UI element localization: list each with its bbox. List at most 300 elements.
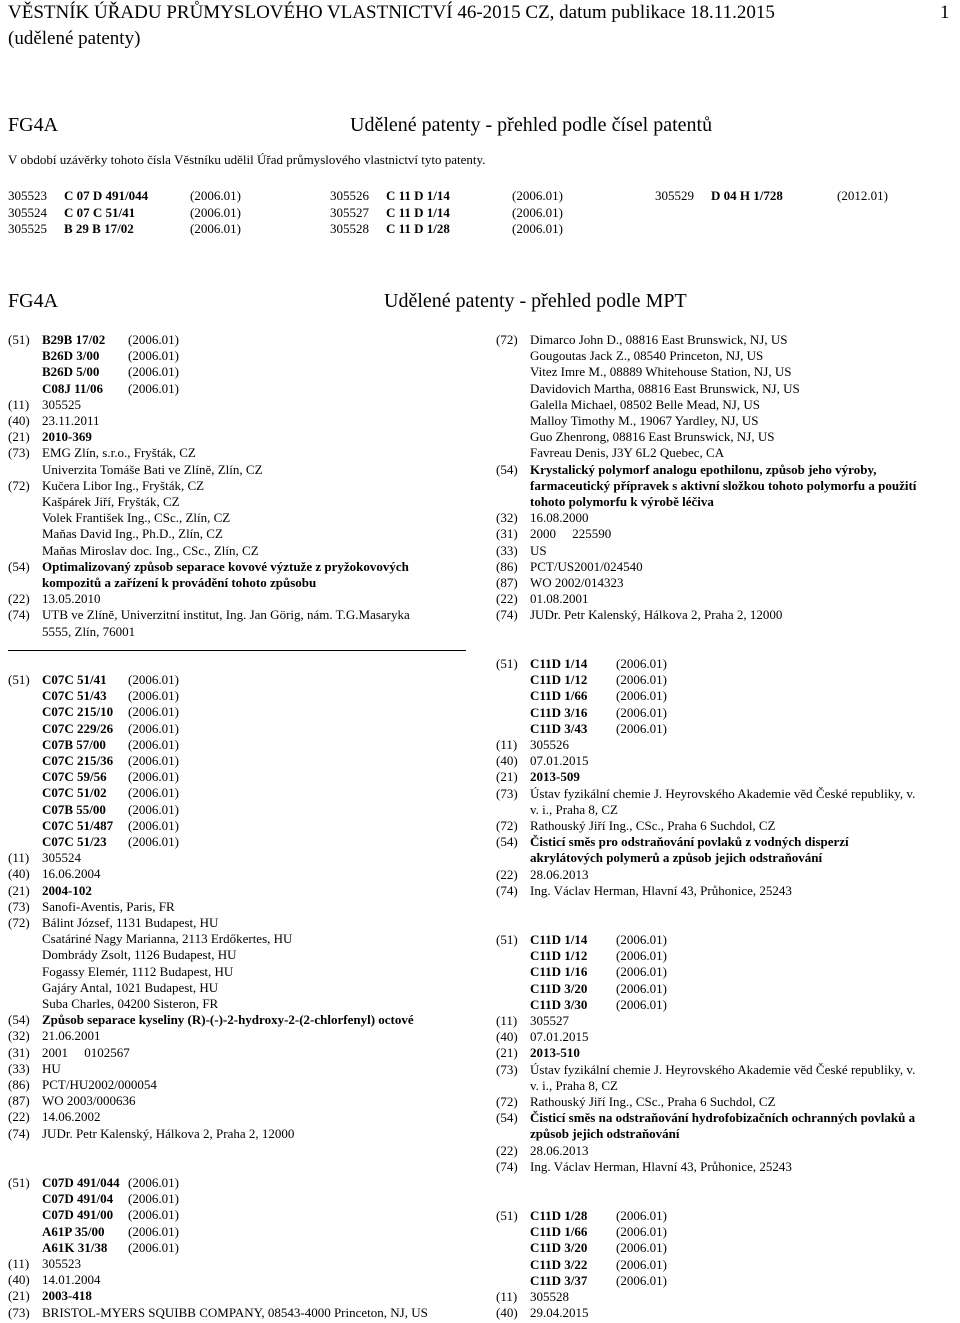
classification-version: (2006.01) [616,1240,667,1256]
section1-code: FG4A [8,114,59,136]
classification-version: (2006.01) [128,1239,179,1255]
field-row [496,607,956,623]
field-code: (31) [496,526,518,542]
field-code: (51) [496,656,518,671]
field-value: 305527 [530,1013,569,1029]
field-row [8,996,468,1012]
classification-version: (2006.01) [128,769,179,785]
field-code: (51) [8,1175,30,1190]
field-row [8,591,468,607]
summary-version: (2006.01) [190,188,241,203]
classification-row [8,769,468,785]
field-value: US [530,542,547,558]
field-value: JUDr. Petr Kalenský, Hálkova 2, Praha 2, 12000 [530,607,783,623]
classification-row [8,834,468,850]
field-value: Ing. Václav Herman, Hlavní 43, Průhonice, 25243 [530,882,792,898]
field-value: tohoto polymorfu k výrobě léčiva [530,494,714,510]
classification-row [8,332,468,348]
field-value: 28.06.2013 [530,866,589,882]
classification-row [496,656,956,672]
classification-row [8,1240,468,1256]
field-code: (54) [496,834,518,850]
classification-version: (2006.01) [616,704,667,720]
field-row [8,947,468,963]
classification-code: C11D 3/20 [530,1240,588,1256]
classification-row [496,1208,956,1224]
field-code: (22) [8,591,30,607]
field-row [8,1256,468,1272]
classification-version: (2006.01) [616,1272,667,1288]
classification-version: (2006.01) [128,688,179,704]
field-value: Sanofi-Aventis, Paris, FR [42,898,175,914]
patent-record [496,1208,956,1321]
classification-row [496,1224,956,1240]
field-code: (73) [496,785,518,801]
field-row [8,413,468,429]
classification-version: (2006.01) [616,1208,667,1223]
field-code: (40) [496,1029,518,1045]
field-value: PCT/HU2002/000054 [42,1077,157,1093]
field-row [496,818,956,834]
field-row [8,494,468,510]
field-value: 2000 225590 [530,526,612,542]
classification-row [8,364,468,380]
field-row [496,1143,956,1159]
field-row [8,1126,468,1142]
classification-version: (2006.01) [128,1223,179,1239]
classification-code: C07C 51/23 [42,834,107,850]
classification-version: (2006.01) [616,688,667,704]
field-code: (73) [8,898,30,914]
summary-class: D 04 H 1/728 [711,188,783,203]
field-row [496,737,956,753]
field-value: Krystalický polymorf analogu epothilonu, způsob jeho výroby, [530,461,877,477]
field-code: (32) [8,1028,30,1044]
summary-class: C 11 D 1/28 [386,221,450,236]
classification-row [496,705,956,721]
field-code: (74) [496,1158,518,1174]
classification-code: C07C 215/10 [42,704,114,720]
field-code: (40) [496,1305,518,1321]
classification-version: (2006.01) [128,332,179,347]
field-code: (40) [8,1272,30,1288]
field-row [496,494,956,510]
field-code: (54) [496,1110,518,1126]
field-code: (72) [496,332,518,347]
classification-version: (2006.01) [616,932,667,947]
classification-version: (2006.01) [616,656,667,671]
classification-code: C07D 491/00 [42,1207,114,1223]
summary-patent-number: 305528 [330,221,369,236]
classification-row [496,948,956,964]
classification-version: (2006.01) [128,364,179,380]
field-row [8,526,468,542]
summary-patent-number: 305524 [8,205,47,220]
classification-version: (2006.01) [128,785,179,801]
field-row [8,429,468,445]
classification-code: A61K 31/38 [42,1239,108,1255]
section1-title: Udělené patenty - přehled podle čísel patentů [350,114,713,136]
field-code: (87) [8,1093,30,1109]
field-code: (22) [8,1109,30,1125]
field-row [496,883,956,899]
field-value: Ústav fyzikální chemie J. Heyrovského Akademie věd České republiky, v. [530,1061,916,1077]
field-row [496,543,956,559]
classification-version: (2006.01) [616,1224,667,1240]
classification-version: (2006.01) [128,672,179,687]
field-row [496,1062,956,1078]
field-value: 29.04.2015 [530,1305,589,1321]
field-value: Univerzita Tomáše Bati ve Zlíně, Zlín, CZ [42,461,263,477]
field-row [496,478,956,494]
field-value: JUDr. Petr Kalenský, Hálkova 2, Praha 2, 12000 [42,1125,295,1141]
field-row [496,769,956,785]
summary-version: (2006.01) [512,221,563,236]
field-row [8,931,468,947]
field-code: (21) [496,769,518,785]
summary-version: (2012.01) [837,188,888,203]
field-value: UTB ve Zlíně, Univerzitní institut, Ing. Jan Görig, nám. T.G.Masaryka [42,607,410,623]
field-row [496,462,956,478]
classification-version: (2006.01) [128,720,179,736]
patent-record [496,332,956,624]
summary-patent-number: 305527 [330,205,369,220]
field-row [496,1159,956,1175]
classification-code: C11D 1/12 [530,948,588,964]
summary-version: (2006.01) [512,205,563,220]
field-code: (33) [496,542,518,558]
field-code: (72) [8,477,30,493]
field-value: v. i., Praha 8, CZ [530,801,618,817]
classification-row [8,1224,468,1240]
right-column [496,332,956,1323]
summary-class: C 11 D 1/14 [386,188,450,203]
field-row [496,429,956,445]
field-value: 13.05.2010 [42,591,101,607]
field-value: Vitez Imre M., 08889 Whitehouse Station, NJ, US [530,364,792,380]
classification-row [8,704,468,720]
field-value: 14.06.2002 [42,1109,101,1125]
classification-row [8,737,468,753]
classification-code: C11D 3/16 [530,704,588,720]
field-value: 16.06.2004 [42,866,101,882]
field-code: (21) [8,429,30,445]
field-value: 23.11.2011 [42,413,100,429]
field-row [496,1078,956,1094]
field-value: 305524 [42,850,81,866]
field-code: (74) [8,1125,30,1141]
field-row [496,1045,956,1061]
field-row [496,348,956,364]
summary-patent-number: 305523 [8,188,47,203]
classification-row [496,964,956,980]
field-value: Optimalizovaný způsob separace kovové výztuže z pryžokovových [42,558,409,574]
field-value: 16.08.2000 [530,510,589,526]
classification-version: (2006.01) [616,964,667,980]
field-code: (40) [496,753,518,769]
classification-code: C07C 229/26 [42,720,114,736]
field-value: 305523 [42,1256,81,1272]
field-value: kompozitů a zařízení k provádění tohoto způsobu [42,575,317,591]
field-code: (11) [496,737,518,753]
field-value: Dimarco John D., 08816 East Brunswick, NJ, US [530,332,788,347]
classification-version: (2006.01) [128,348,179,364]
classification-row [8,348,468,364]
field-row [8,980,468,996]
classification-row [496,932,956,948]
field-row [8,1077,468,1093]
classification-row [496,1240,956,1256]
field-row [496,510,956,526]
field-code: (33) [8,1060,30,1076]
classification-row [496,688,956,704]
field-row [8,866,468,882]
classification-version: (2006.01) [128,1191,179,1207]
summary-version: (2006.01) [190,205,241,220]
patent-record [8,1175,468,1321]
classification-code: C11D 3/37 [530,1272,588,1288]
field-value: Rathouský Jiří Ing., CSc., Praha 6 Suchdol, CZ [530,1094,776,1110]
field-row [496,559,956,575]
patent-record [8,332,468,640]
field-code: (22) [496,591,518,607]
record-divider [8,650,466,651]
field-value: 2003-418 [42,1288,92,1304]
classification-code: C11D 1/66 [530,688,588,704]
classification-code: C11D 3/43 [530,720,588,736]
classification-code: C07C 215/36 [42,753,114,769]
field-value: Suba Charles, 04200 Sisteron, FR [42,996,219,1012]
field-code: (11) [496,1013,518,1029]
classification-code: B26D 3/00 [42,348,100,364]
field-row [496,1289,956,1305]
field-code: (74) [496,882,518,898]
field-value: 5555, Zlín, 76001 [42,623,136,639]
classification-code: C07B 57/00 [42,736,106,752]
field-value: Favreau Denis, J3Y 6L2 Quebec, CA [530,445,725,461]
classification-row [496,1257,956,1273]
classification-row [8,818,468,834]
field-value: HU [42,1060,61,1076]
field-code: (11) [8,396,30,412]
field-value: Způsob separace kyseliny (R)-(-)-2-hydroxy-2-(2-chlorfenyl) octové [42,1012,414,1028]
field-row [8,607,468,623]
field-row [496,1029,956,1045]
classification-code: C11D 1/12 [530,672,588,688]
field-code: (22) [496,1142,518,1158]
field-value: 305525 [42,396,81,412]
field-row [496,1094,956,1110]
field-code: (54) [8,558,30,574]
field-value: WO 2002/014323 [530,575,624,591]
classification-row [8,721,468,737]
classification-row [8,1207,468,1223]
field-value: 2004-102 [42,882,92,898]
field-row [496,834,956,850]
field-row [496,850,956,866]
summary-version: (2006.01) [512,188,563,203]
classification-row [8,802,468,818]
classification-code: A61P 35/00 [42,1223,105,1239]
classification-version: (2006.01) [616,980,667,996]
field-value: Ústav fyzikální chemie J. Heyrovského Akademie věd České republiky, v. [530,785,916,801]
section2-code: FG4A [8,290,59,312]
classification-code: C11D 1/66 [530,1224,588,1240]
field-code: (11) [8,850,30,866]
field-value: WO 2003/000636 [42,1093,136,1109]
classification-version: (2006.01) [616,672,667,688]
field-row [8,478,468,494]
field-row [496,381,956,397]
field-value: 2010-369 [42,429,92,445]
field-value: 2013-510 [530,1045,580,1061]
field-value: 01.08.2001 [530,591,589,607]
field-row [496,1110,956,1126]
classification-code: C08J 11/06 [42,380,104,396]
field-row [496,591,956,607]
classification-version: (2006.01) [128,1207,179,1223]
field-value: Rathouský Jiří Ing., CSc., Praha 6 Suchdol, CZ [530,818,776,834]
field-row [8,575,468,591]
field-value: 21.06.2001 [42,1028,101,1044]
field-value: 28.06.2013 [530,1142,589,1158]
field-value: Galella Michael, 08502 Belle Mead, NJ, US [530,396,760,412]
field-row [8,1012,468,1028]
field-code: (72) [496,1094,518,1110]
classification-version: (2006.01) [128,801,179,817]
classification-row [496,721,956,737]
summary-patent-number: 305525 [8,221,47,236]
classification-code: C11D 1/14 [530,656,588,671]
field-row [8,1272,468,1288]
classification-code: C11D 1/16 [530,964,588,980]
field-value: Maňas David Ing., Ph.D., Zlín, CZ [42,526,223,542]
field-row [496,1126,956,1142]
field-row [8,1288,468,1304]
classification-row [496,672,956,688]
field-value: Bálint József, 1131 Budapest, HU [42,915,219,931]
section1-intro: V období uzávěrky tohoto čísla Věstníku udělil Úřad průmyslového vlastnictví tyto patenty. [8,152,486,167]
classification-row [8,753,468,769]
field-code: (40) [8,413,30,429]
section2-title: Udělené patenty - přehled podle MPT [384,290,687,312]
field-row [8,510,468,526]
classification-row [8,1175,468,1191]
field-row [496,364,956,380]
field-value: 2001 0102567 [42,1044,130,1060]
classification-version: (2006.01) [616,948,667,964]
classification-row [8,381,468,397]
field-value: Maňas Miroslav doc. Ing., CSc., Zlín, CZ [42,542,259,558]
field-row [8,883,468,899]
field-row [496,526,956,542]
field-code: (31) [8,1044,30,1060]
field-code: (40) [8,866,30,882]
field-row [8,1061,468,1077]
field-value: 07.01.2015 [530,753,589,769]
field-value: Čisticí směs pro odstraňování povlaků z vodných disperzí [530,834,849,850]
classification-version: (2006.01) [128,834,179,850]
patent-record [8,672,468,1142]
field-value: způsob jejich odstraňování [530,1126,680,1142]
field-code: (51) [8,332,30,347]
classification-code: C07D 491/044 [42,1175,120,1190]
field-row [8,397,468,413]
classification-version: (2006.01) [128,753,179,769]
classification-code: C07B 55/00 [42,801,106,817]
field-code: (22) [496,866,518,882]
summary-class: C 07 D 491/044 [64,188,149,203]
field-value: Kučera Libor Ing., Fryšták, CZ [42,477,205,493]
classification-version: (2006.01) [128,817,179,833]
classification-code: C07C 51/43 [42,688,107,704]
classification-code: C07C 51/487 [42,817,114,833]
classification-code: C11D 1/28 [530,1208,588,1223]
field-value: Volek František Ing., CSc., Zlín, CZ [42,510,231,526]
classification-version: (2006.01) [616,1256,667,1272]
field-row [8,1305,468,1321]
field-value: Davidovich Martha, 08816 East Brunswick, NJ, US [530,380,800,396]
classification-row [8,1191,468,1207]
field-value: Dombrády Zsolt, 1126 Budapest, HU [42,947,237,963]
field-row [8,1028,468,1044]
patent-record [496,656,956,899]
classification-code: B26D 5/00 [42,364,100,380]
summary-patent-number: 305529 [655,188,694,203]
field-code: (73) [8,1304,30,1320]
field-row [8,964,468,980]
classification-code: C11D 3/20 [530,980,588,996]
field-value: Guo Zhenrong, 08816 East Brunswick, NJ, US [530,429,775,445]
field-code: (11) [8,1256,30,1272]
classification-row [8,672,468,688]
field-code: (86) [496,558,518,574]
field-code: (74) [8,607,30,623]
summary-class: C 11 D 1/14 [386,205,450,220]
field-row [8,850,468,866]
field-code: (32) [496,510,518,526]
field-row [496,397,956,413]
summary-patent-number: 305526 [330,188,369,203]
classification-code: C11D 3/22 [530,1256,588,1272]
field-code: (54) [8,1012,30,1028]
patent-record [496,932,956,1175]
field-code: (51) [8,672,30,687]
journal-title: VĚSTNÍK ÚŘADU PRŮMYSLOVÉHO VLASTNICTVÍ 46-2015 CZ, datum publikace 18.11.2015 [8,2,775,23]
field-row [496,1013,956,1029]
field-row [496,445,956,461]
field-row [8,1093,468,1109]
field-row [496,753,956,769]
field-code: (11) [496,1289,518,1305]
field-row [8,445,468,461]
classification-row [8,785,468,801]
field-row [8,1109,468,1125]
field-code: (72) [8,915,30,931]
field-value: PCT/US2001/024540 [530,558,643,574]
left-column [8,332,468,1323]
field-code: (21) [8,882,30,898]
field-value: Fogassy Elemér, 1112 Budapest, HU [42,963,234,979]
field-value: 14.01.2004 [42,1272,101,1288]
field-value: Gougoutas Jack Z., 08540 Princeton, NJ, US [530,348,764,364]
journal-subtitle: (udělené patenty) [8,28,141,49]
field-code: (74) [496,607,518,623]
field-value: Malloy Timothy M., 19067 Yardley, NJ, US [530,413,759,429]
classification-version: (2006.01) [616,720,667,736]
classification-version: (2006.01) [616,996,667,1012]
classification-version: (2006.01) [128,736,179,752]
